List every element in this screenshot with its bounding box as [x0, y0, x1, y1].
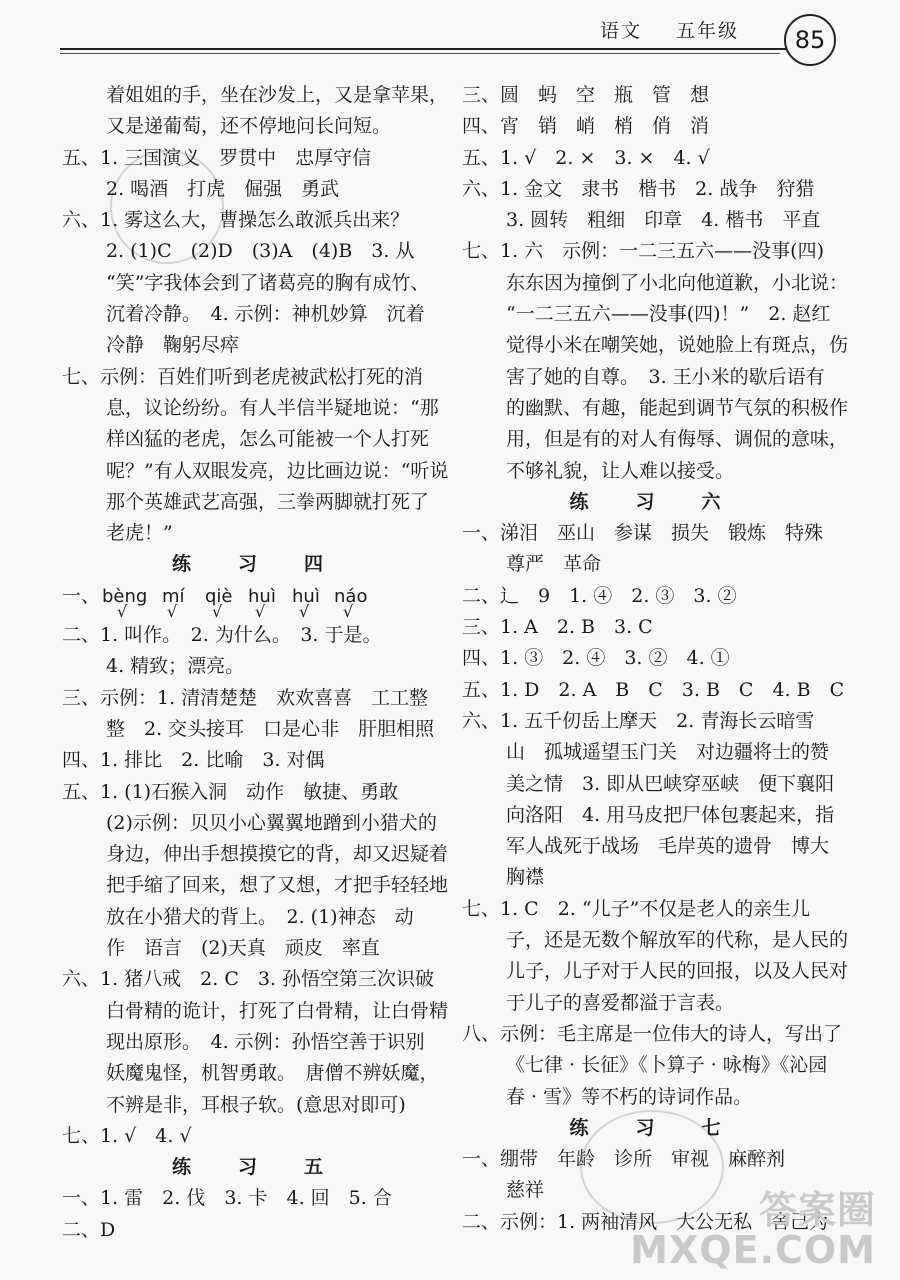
answer-line: 不够礼貌，让人难以接受。: [506, 459, 735, 482]
page-header: [0, 0, 900, 60]
answer-line: 尊严 革命: [506, 553, 602, 576]
header-rule-thin: [60, 53, 780, 54]
answer-line: 二、D: [62, 1218, 116, 1241]
answer-line: 六、1. 金文 隶书 楷书 2. 战争 狩猎: [462, 177, 815, 200]
pinyin-item: qiè: [205, 585, 233, 607]
answer-line: 身边，伸出手想摸摸它的背，却又迟疑着: [106, 843, 449, 866]
check-mark: √: [117, 602, 128, 622]
answer-line: 《七律 · 长征》《卜算子 · 咏梅》《沁园: [506, 1054, 828, 1077]
check-mark: √: [167, 602, 178, 622]
answer-line: 呢？”有人双眼发亮，边比画边说：“听说: [106, 459, 449, 482]
answer-line: 2. (1)C (2)D (3)A (4)B 3. 从: [106, 240, 415, 263]
check-mark: √: [255, 602, 266, 622]
check-mark: √: [343, 602, 354, 622]
answer-line: 二、1. 叫作。 2. 为什么。 3. 于是。: [62, 624, 382, 647]
check-mark: √: [299, 602, 310, 622]
check-row: [62, 602, 447, 620]
answer-line: 冷静 鞠躬尽瘁: [106, 334, 240, 357]
answer-line: 向洛阳 4. 用马皮把尸体包裹起来，指: [506, 803, 835, 826]
answer-line: 六、1. 雾这么大，曹操怎么敢派兵出来？: [62, 209, 410, 232]
answer-line: 三、圆 蚂 空 瓶 管 想: [462, 84, 710, 106]
section-title-ex7: 练 习 七: [569, 1116, 735, 1139]
answer-line: 子，还是无数个解放军的代称，是人民的: [506, 929, 849, 952]
watermark-domain: MXQE.COM: [630, 1228, 876, 1272]
header-rule: [60, 48, 790, 50]
header-subject: 语文: [600, 20, 643, 42]
section-title-ex4: 练 习 四: [171, 553, 337, 576]
answer-line: 四、宵 销 峭 梢 俏 消: [462, 115, 710, 138]
pinyin-item: huì: [292, 585, 320, 607]
answer-line: 沉着冷静。 4. 示例：神机妙算 沉着: [106, 303, 425, 326]
answer-line: 2. 喝酒 打虎 倔强 勇武: [106, 177, 340, 200]
pinyin-prefix: 一、: [62, 584, 101, 607]
left-column: [62, 80, 447, 1246]
answer-line: 的幽默、有趣，能起到调节气氛的积极作: [506, 396, 849, 419]
answer-line: 觉得小米在嘲笑她，说她脸上有斑点，伤: [506, 334, 849, 357]
answer-line: 三、1. A 2. B 3. C: [462, 616, 653, 639]
answer-line: 现出原形。 4. 示例：孙悟空善于识别: [106, 1030, 425, 1053]
answer-line: 慈祥: [506, 1179, 545, 1202]
answer-line: 七、1. C 2. “儿子”不仅是老人的亲生儿: [462, 897, 811, 920]
page-number: 85: [784, 14, 836, 66]
answer-line: 四、1. 排比 2. 比喻 3. 对偶: [62, 749, 325, 772]
right-column: [462, 80, 849, 1238]
answer-line: 东东因为撞倒了小北向他道歉，小北说：: [506, 271, 849, 294]
answer-line: 七、1. √ 4. √: [62, 1124, 192, 1147]
header-grade: 五年级: [676, 20, 740, 42]
answer-line: 五、1. √ 2. × 3. × 4. √: [462, 146, 710, 169]
answer-line: 四、1. ③ 2. ④ 3. ② 4. ①: [462, 647, 730, 670]
answer-line: 七、示例：百姓们听到老虎被武松打死的消: [62, 365, 424, 388]
answer-line: 白骨精的诡计，打死了白骨精，让白骨精: [106, 999, 449, 1022]
answer-line: 一、涕泪 巫山 参谋 损失 锻炼 特殊: [462, 522, 824, 545]
answer-line: 六、1. 猪八戒 2. C 3. 孙悟空第三次识破: [62, 968, 435, 991]
answer-line: 胸襟: [506, 866, 545, 889]
answer-line: 五、1. 三国演义 罗贯中 忠厚守信: [62, 146, 372, 169]
answer-line: 又是递葡萄，还不停地问长问短。: [106, 115, 392, 138]
answer-line: 于儿子的喜爱都溢于言表。: [506, 991, 735, 1014]
section-title-ex6: 练 习 六: [569, 490, 735, 513]
answer-line: 二、示例：1. 两袖清风 大公无私 舍己为: [462, 1210, 829, 1233]
answer-line: 放在小猎犬的背上。 2. (1)神态 动: [106, 905, 414, 928]
section-title-ex5: 练 习 五: [171, 1156, 337, 1179]
check-mark: √: [212, 602, 223, 622]
answer-line: 3. 圆转 粗细 印章 4. 楷书 平直: [506, 209, 821, 232]
answer-line: 样凶猛的老虎，怎么可能被一个人打死: [106, 428, 430, 451]
answer-line: 春 · 雪》等不朽的诗词作品。: [506, 1085, 753, 1108]
answer-line: 息，议论纷纷。有人半信半疑地说：“那: [106, 396, 439, 419]
answer-line: 把手缩了回来，想了又想，才把手轻轻地: [106, 874, 449, 897]
answer-line: 着姐姐的手，坐在沙发上，又是拿苹果，: [106, 84, 449, 106]
pinyin-item: bèng: [102, 585, 148, 607]
answer-line: 老虎！”: [106, 522, 173, 545]
pinyin-item: huì: [248, 585, 276, 607]
answer-line: 儿子，儿子对于人民的回报，以及人民对: [506, 960, 849, 983]
answer-line: 二、辶 9 1. ④ 2. ③ 3. ②: [462, 584, 737, 607]
answer-line: 一、1. 雷 2. 伐 3. 卡 4. 回 5. 合: [62, 1187, 392, 1210]
answer-line: 八、示例：毛主席是一位伟大的诗人，写出了: [462, 1022, 843, 1045]
answer-line: 军人战死于战场 毛岸英的遗骨 博大: [506, 835, 830, 858]
answer-line: 七、1. 六 示例：一二三五六——没事(四): [462, 240, 824, 263]
answer-line: 用，但是有的对人有侮辱、调侃的意味，: [506, 428, 849, 451]
answer-line: 整 2. 交头接耳 口是心非 肝胆相照: [106, 717, 435, 740]
answer-line: 害了她的自尊。 3. 王小米的歇后语有: [506, 365, 825, 388]
answer-line: 不辨是非，耳根子软。(意思对即可): [106, 1093, 406, 1116]
answer-line: 五、1. (1)石猴入洞 动作 敏捷、勇敢: [62, 780, 399, 803]
answer-line: (2)示例：贝贝小心翼翼地蹭到小猎犬的: [106, 811, 437, 834]
answer-line: 4. 精致；漂亮。: [106, 655, 245, 678]
pinyin-item: náo: [334, 585, 368, 607]
answer-line: 三、示例：1. 清清楚楚 欢欢喜喜 工工整: [62, 686, 429, 709]
site-watermark: [630, 1190, 876, 1270]
answer-line: 妖魔鬼怪，机智勇敢。 唐僧不辨妖魔，: [106, 1062, 439, 1085]
answer-line: “一二三五六——没事(四)！” 2. 赵红: [506, 303, 831, 326]
answer-line: 那个英雄武艺高强，三拳两脚就打死了: [106, 490, 430, 513]
answer-line: 山 孤城遥望玉门关 对边疆将士的赞: [506, 741, 830, 764]
answer-line: “笑”字我体会到了诸葛亮的胸有成竹、: [106, 271, 430, 294]
pinyin-item: mí: [162, 585, 185, 607]
answer-line: 一、绷带 年龄 诊所 审视 麻醉剂: [462, 1148, 786, 1171]
answer-line: 五、1. D 2. A B C 3. B C 4. B C: [462, 678, 845, 701]
watermark-logo-text: 答案圈: [758, 1188, 876, 1232]
answer-line: 六、1. 五千仞岳上摩天 2. 青海长云暗雪: [462, 709, 815, 732]
answer-line: 作 语言 (2)天真 顽皮 率直: [106, 937, 380, 960]
answer-line: 美之情 3. 即从巴峡穿巫峡 便下襄阳: [506, 772, 835, 795]
